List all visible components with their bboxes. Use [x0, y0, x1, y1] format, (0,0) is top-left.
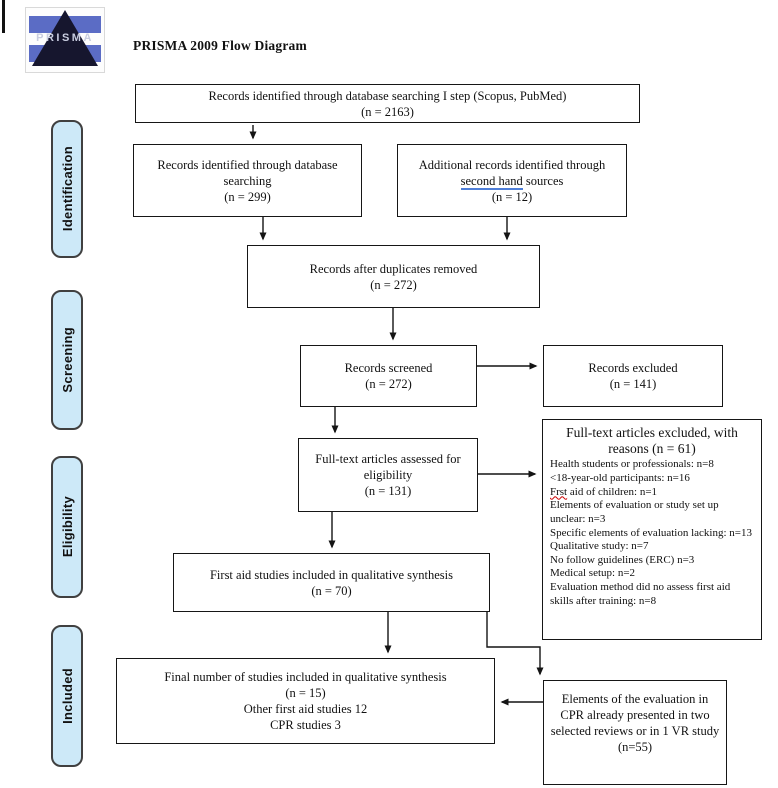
box-cpr-elements	[543, 680, 727, 785]
reason-item: <18-year-old participants: n=16	[550, 472, 690, 484]
reason-item: Qualitative study: n=7	[550, 540, 649, 553]
reason-item: No follow guidelines (ERC) n=3	[550, 553, 695, 566]
stage-label: Screening	[59, 327, 75, 393]
box-count: (n = 2163)	[361, 104, 414, 119]
page-title: PRISMA 2009 Flow Diagram	[133, 38, 307, 53]
box-text: Records identified through database searching	[157, 157, 338, 188]
box-text: First aid studies included in qualitative synthesis	[209, 567, 454, 582]
box-additional-records	[397, 144, 627, 217]
box-records-excluded	[543, 345, 723, 407]
box-text: Other first aid studies 12	[243, 702, 368, 716]
reasons-list	[550, 458, 754, 608]
stage-label: Included	[59, 668, 75, 724]
prisma-logo	[25, 7, 105, 73]
stage-label: Eligibility	[59, 496, 75, 558]
box-count: (n = 70)	[311, 583, 352, 598]
box-text: Final number of studies included in qualitative synthesis	[164, 670, 447, 684]
stage-identification	[51, 120, 83, 258]
reason-item: Medical setup: n=2	[550, 567, 636, 580]
box-count: (n = 272)	[365, 377, 412, 391]
page-edge-mark	[2, 0, 5, 33]
box-text: Records screened	[344, 361, 433, 375]
box-records-initial-search	[135, 84, 640, 123]
box-fulltext-excluded-reasons	[542, 419, 762, 640]
grammar-underlined-text: second hand	[460, 173, 523, 188]
box-text: Additional records identified through second hand sources	[418, 157, 606, 188]
box-records-screened	[300, 345, 477, 407]
reason-item: Health students or professionals: n=8	[550, 458, 714, 471]
logo-text: PRISMA	[36, 32, 94, 44]
box-records-database-search	[133, 144, 362, 217]
reason-item: Evaluation method did no assess first aid skills after training: n=8	[550, 581, 731, 607]
reasons-title: Full-text articles excluded, with reasons (n = 61)	[566, 425, 738, 457]
box-qualitative-synthesis	[173, 553, 490, 612]
box-fulltext-assessed	[298, 438, 478, 512]
box-text: Elements of the evaluation in CPR already presented in two selected reviews or in 1 VR study (n=55)	[550, 692, 720, 754]
reason-item: Specific elements of evaluation lacking: n=13	[550, 526, 753, 539]
box-text: Records excluded	[588, 361, 678, 375]
misspelled-word: Frst	[550, 485, 568, 498]
box-text: Records after duplicates removed	[309, 261, 478, 276]
stage-eligibility	[51, 456, 83, 598]
stage-screening	[51, 290, 83, 430]
box-count: (n = 131)	[364, 484, 412, 498]
stage-label: Identification	[59, 146, 75, 232]
box-duplicates-removed	[247, 245, 540, 308]
box-count: (n = 12)	[491, 189, 533, 204]
box-count: (n = 15)	[285, 686, 326, 700]
box-count: (n = 299)	[224, 189, 271, 204]
box-count: (n = 141)	[609, 377, 657, 391]
box-text: Records identified through database searching I step (Scopus, PubMed)	[208, 88, 567, 103]
stage-included	[51, 625, 83, 767]
box-final-included	[116, 658, 495, 744]
box-text: Full-text articles assessed for eligibility	[315, 452, 461, 482]
box-count: (n = 272)	[370, 277, 417, 292]
box-text: CPR studies 3	[270, 718, 341, 732]
reason-item: Elements of evaluation or study set up unclear: n=3	[550, 499, 719, 525]
reason-item: Frst aid of children: n=1	[550, 485, 658, 498]
